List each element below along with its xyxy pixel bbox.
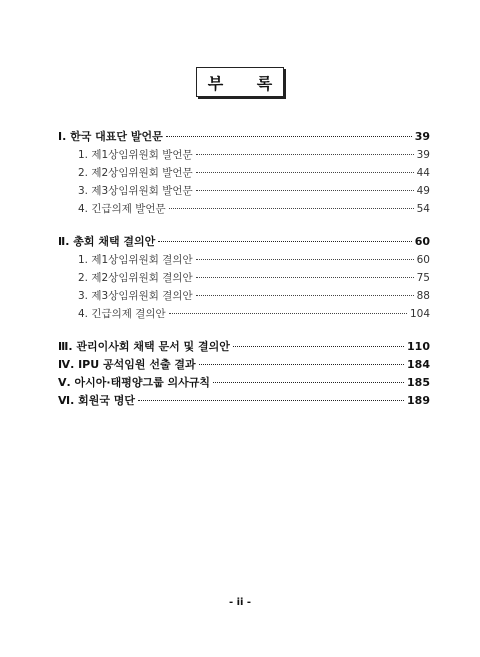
toc-page-number: 88 bbox=[416, 290, 430, 302]
dot-leader bbox=[196, 259, 414, 260]
dot-leader bbox=[169, 208, 414, 209]
toc-item-label: 1. 제1상임위원회 발언문 bbox=[78, 149, 193, 161]
toc-item[interactable] bbox=[58, 182, 430, 200]
toc-page-number: 110 bbox=[407, 340, 430, 353]
toc-page-number: 54 bbox=[416, 203, 430, 215]
toc-item[interactable] bbox=[58, 164, 430, 182]
dot-leader bbox=[158, 241, 411, 242]
toc-section-label: Ⅱ. 총회 채택 결의안 bbox=[58, 235, 156, 248]
dot-leader bbox=[196, 295, 414, 296]
toc-item[interactable] bbox=[58, 305, 430, 323]
dot-leader bbox=[166, 136, 412, 137]
toc-page-number: 49 bbox=[416, 185, 430, 197]
dot-leader bbox=[196, 172, 414, 173]
section-spacer bbox=[58, 218, 430, 233]
dot-leader bbox=[199, 364, 404, 365]
toc-page-number: 39 bbox=[414, 130, 430, 143]
toc-section-2[interactable] bbox=[58, 233, 430, 251]
toc-page-number: 60 bbox=[414, 235, 430, 248]
toc-item-label: 3. 제3상임위원회 결의안 bbox=[78, 290, 193, 302]
toc-page-number: 75 bbox=[416, 272, 430, 284]
toc-page-number: 189 bbox=[407, 394, 430, 407]
toc-item-label: 3. 제3상임위원회 발언문 bbox=[78, 185, 193, 197]
toc-item-label: 2. 제2상임위원회 결의안 bbox=[78, 272, 193, 284]
toc-item-label: 2. 제2상임위원회 발언문 bbox=[78, 167, 193, 179]
toc-item[interactable] bbox=[58, 269, 430, 287]
appendix-title-box bbox=[196, 67, 287, 97]
toc-section-1[interactable] bbox=[58, 128, 430, 146]
toc-section-label: Ⅰ. 한국 대표단 발언문 bbox=[58, 130, 163, 143]
dot-leader bbox=[138, 400, 404, 401]
toc-page-number: 39 bbox=[416, 149, 430, 161]
toc-item-label: 4. 긴급의제 발언문 bbox=[78, 203, 166, 215]
toc-page-number: 184 bbox=[407, 358, 430, 371]
page-footer-number: - ii - bbox=[228, 597, 252, 608]
toc-item[interactable] bbox=[58, 200, 430, 218]
toc-section-label: Ⅴ. 아시아·태평양그룹 의사규칙 bbox=[58, 376, 211, 389]
toc-page-number: 185 bbox=[407, 376, 430, 389]
page-title: 부 록 bbox=[207, 73, 287, 93]
toc-section-label: Ⅵ. 회원국 명단 bbox=[58, 394, 136, 407]
toc-item[interactable] bbox=[58, 251, 430, 269]
toc-item-label: 4. 긴급의제 결의안 bbox=[78, 308, 166, 320]
toc-section-4[interactable] bbox=[58, 356, 430, 374]
dot-leader bbox=[196, 190, 414, 191]
section-spacer bbox=[58, 323, 430, 338]
dot-leader bbox=[196, 154, 414, 155]
toc-page-number: 44 bbox=[416, 167, 430, 179]
dot-leader bbox=[196, 277, 414, 278]
toc-section-6[interactable] bbox=[58, 392, 430, 410]
toc-item[interactable] bbox=[58, 287, 430, 305]
toc-page-number: 60 bbox=[416, 254, 430, 266]
table-of-contents bbox=[58, 128, 430, 410]
toc-section-label: Ⅲ. 관리이사회 채택 문서 및 결의안 bbox=[58, 340, 230, 353]
toc-section-3[interactable] bbox=[58, 338, 430, 356]
dot-leader bbox=[169, 313, 407, 314]
toc-section-label: Ⅳ. IPU 공석임원 선출 결과 bbox=[58, 358, 196, 371]
toc-item[interactable] bbox=[58, 146, 430, 164]
toc-item-label: 1. 제1상임위원회 결의안 bbox=[78, 254, 193, 266]
toc-page-number: 104 bbox=[409, 308, 430, 320]
dot-leader bbox=[213, 382, 404, 383]
dot-leader bbox=[233, 346, 404, 347]
toc-section-5[interactable] bbox=[58, 374, 430, 392]
